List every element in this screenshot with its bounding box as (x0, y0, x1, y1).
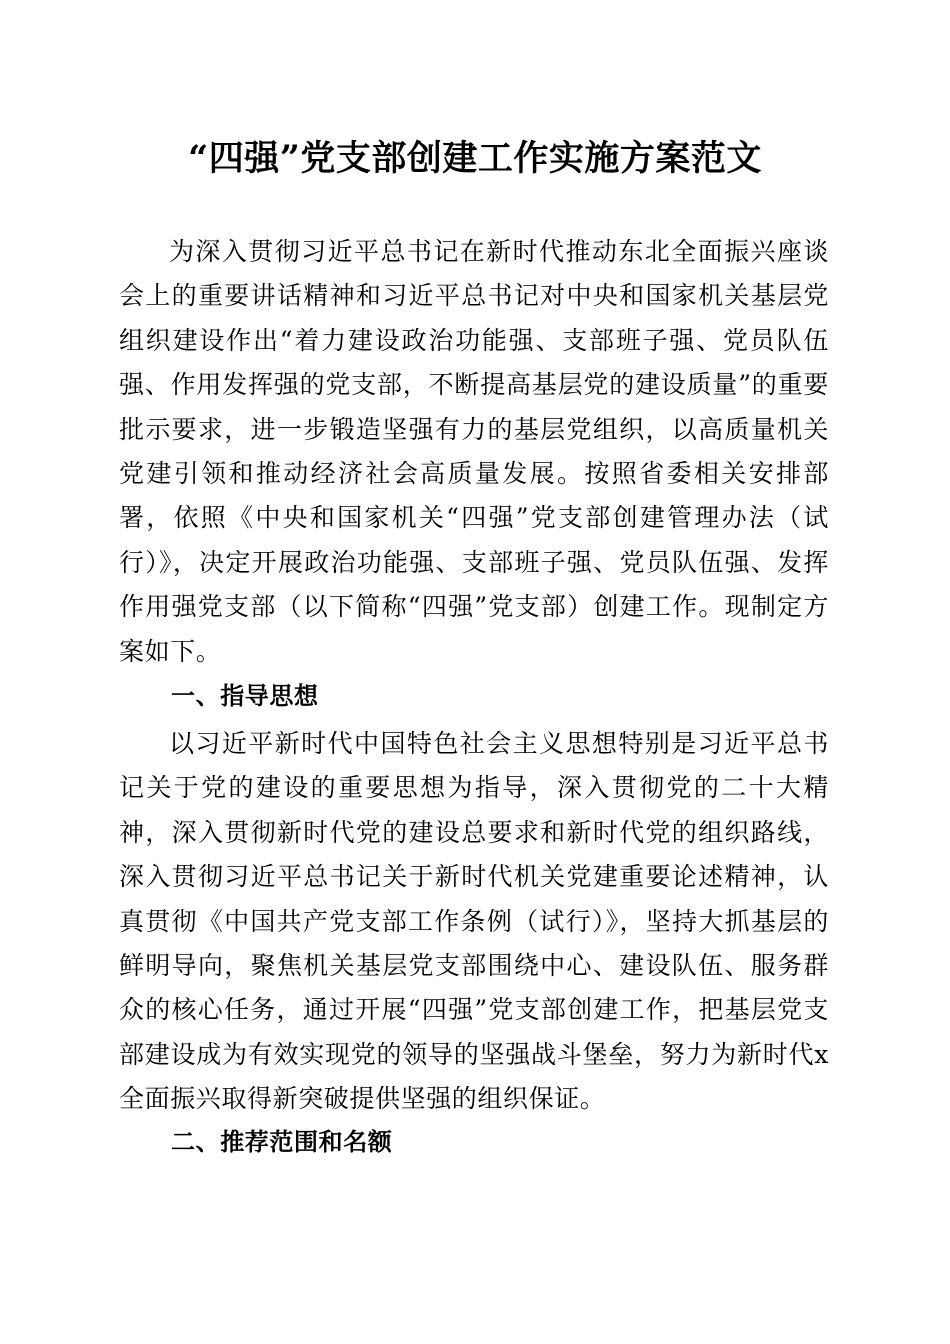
guiding-ideology-paragraph: 以习近平新时代中国特色社会主义思想特别是习近平总书记关于党的建设的重要思想为指导，深入贯彻党的二十大精神，深入贯彻新时代党的建设总要求和新时代党的组织路线，深入贯彻习近平总书记关于新时代机关党建重要论述精神，认真贯彻《中国共产党支部工作条例（试行）》，坚持大抓基层的鲜明导向，聚焦机关基层党支部围绕中心、建设队伍、服务群众的核心任务，通过开展“四强”党支部创建工作，把基层党支部建设成为有效实现党的领导的坚强战斗堡垒，努力为新时代x全面振兴取得新突破提供坚强的组织保证。 (119, 729, 829, 1114)
intro-paragraph: 为深入贯彻习近平总书记在新时代推动东北全面振兴座谈会上的重要讲话精神和习近平总书记对中央和国家机关基层党组织建设作出“着力建设政治功能强、支部班子强、党员队伍强、作用发挥强的党支部，不断提高基层党的建设质量”的重要批示要求，进一步锻造坚强有力的基层党组织，以高质量机关党建引领和推动经济社会高质量发展。按照省委相关安排部署，依照《中央和国家机关“四强”党支部创建管理办法（试行）》，决定开展政治功能强、支部班子强、党员队伍强、发挥作用强党支部（以下简称“四强”党支部）创建工作。现制定方案如下。 (119, 237, 829, 666)
section-heading-scope-and-quota: 二、推荐范围和名额 (171, 1128, 393, 1156)
document-title: “四强”党支部创建工作实施方案范文 (188, 138, 762, 179)
section-heading-guiding-ideology: 一、指导思想 (171, 682, 319, 710)
